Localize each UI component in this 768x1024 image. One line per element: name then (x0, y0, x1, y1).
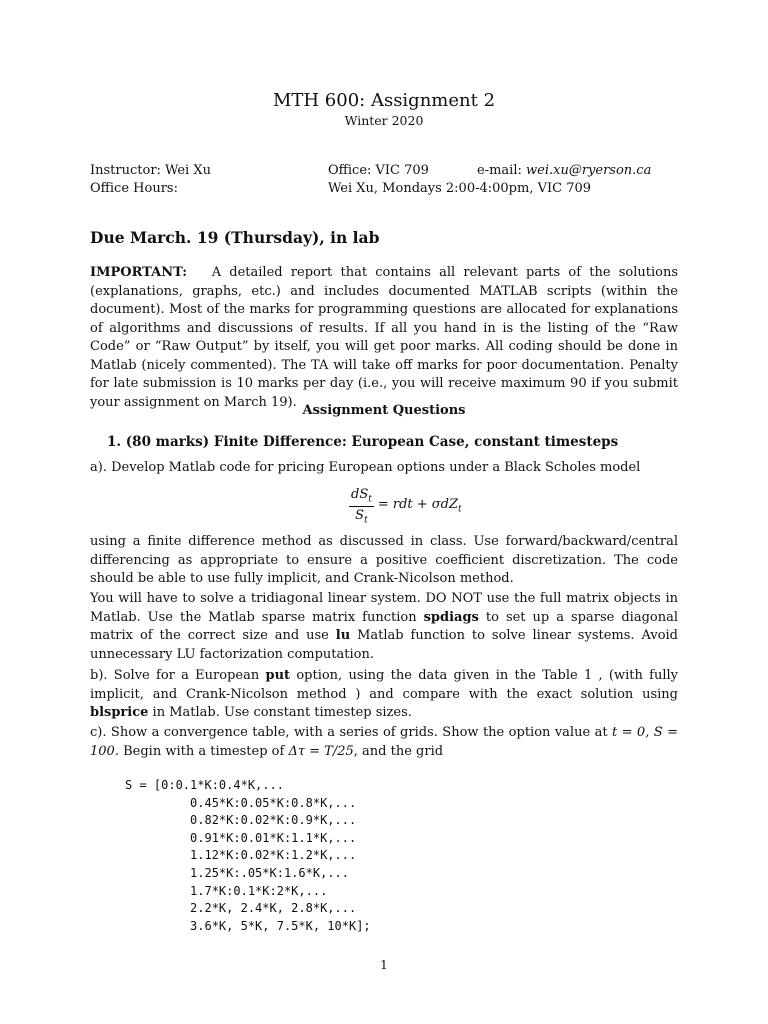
code-line: S = [0:0.1*K:0.4*K,... (125, 778, 284, 792)
instructor-name: Instructor: Wei Xu (90, 163, 211, 178)
code-line: 2.2*K, 2.4*K, 2.8*K,... (125, 901, 357, 916)
important-paragraph (90, 264, 678, 412)
grid-code-block (125, 777, 371, 935)
question-1-part-c: c). Show a convergence table, with a series of grids. Show the option value at t = 0, S = 100. Begin with a timestep of Δτ = T/25, and the grid (90, 725, 678, 759)
office-location: Office: VIC 709 (328, 163, 429, 178)
due-date-heading: Due March. 19 (Thursday), in lab (90, 228, 380, 247)
black-scholes-equation (349, 487, 462, 525)
question-1-part-a-method: using a finite difference method as discussed in class. Use forward/backward/central differencing as appropriate to ensure a positive coefficient discretization. The code should be able to use fully implicit, and Crank-Nicolson method. (90, 534, 678, 586)
code-line: 0.82*K:0.02*K:0.9*K,... (125, 813, 357, 828)
equation-fraction: $\frac{dS_t}{S_t}$ (351, 487, 372, 526)
put-keyword: put (265, 668, 291, 683)
part-c-math-point: t = 0, S = 100 (90, 725, 678, 759)
code-line: 1.12*K:0.02*K:1.2*K,... (125, 848, 357, 863)
code-line: 0.45*K:0.05*K:0.8*K,... (125, 795, 357, 810)
question-1-part-b: b). Solve for a European put option, using the data given in the Table 1 , (with fully implicit, and Crank-Nicolson method ) and compare with the exact solution using blsprice in Matlab. Use constant timestep sizes. (90, 668, 678, 720)
email-line (477, 162, 651, 180)
code-line: 1.25*K:.05*K:1.6*K,... (125, 865, 349, 880)
lu-keyword: lu (335, 628, 351, 643)
question-1-part-a: a). Develop Matlab code for pricing European options under a Black Scholes model (90, 460, 641, 475)
equation-rhs: = rdt + σdZ$_t$ (377, 497, 462, 515)
important-text: A detailed report that contains all relevant parts of the solutions (explanations, graphs, etc.) and includes documented MATLAB scripts (within the document). Most of the marks for programming questions are allocated for explanations of algorithms and discussions of results. If all you hand in is the listing of the “Raw Code” or “Raw Output” by itself, you will get poor marks. All coding should be done in Matlab (nicely commented). The TA will take off marks for poor documentation. Penalty for late submission is 10 marks per day (i.e., you will receive maximum 90 if you submit your assignment on March 19). (90, 265, 678, 410)
email-label: e-mail: (477, 163, 522, 178)
document-subtitle: Winter 2020 (344, 113, 424, 128)
code-line: 0.91*K:0.01*K:1.1*K,... (125, 830, 357, 845)
office-hours-label: Office Hours: (90, 181, 178, 196)
spdiags-keyword: spdiags (423, 609, 479, 625)
document-title: MTH 600: Assignment 2 (272, 90, 496, 111)
page-number: 1 (380, 958, 388, 972)
important-label: IMPORTANT: (90, 265, 188, 280)
question-1-title: 1. (80 marks) Finite Difference: European Case, constant timesteps (107, 434, 619, 450)
question-1-part-a-linear-system: You will have to solve a tridiagonal linear system. DO NOT use the full matrix objects in Matlab. Use the Matlab sparse matrix function spdiags to set up a sparse diagonal matrix of the correct size and use lu Matlab function to solve linear systems. Avoid unnecessary LU factorization computation. (90, 591, 678, 662)
office-hours-value: Wei Xu, Mondays 2:00-4:00pm, VIC 709 (328, 181, 592, 196)
code-line: 3.6*K, 5*K, 7.5*K, 10*K]; (125, 918, 371, 933)
section-title: Assignment Questions (302, 403, 466, 418)
email-address[interactable]: wei.xu@ryerson.ca (526, 163, 652, 178)
part-c-math-timestep: Δτ = T/25 (288, 743, 354, 759)
blsprice-keyword: blsprice (90, 705, 149, 720)
code-line: 1.7*K:0.1*K:2*K,... (125, 883, 328, 898)
